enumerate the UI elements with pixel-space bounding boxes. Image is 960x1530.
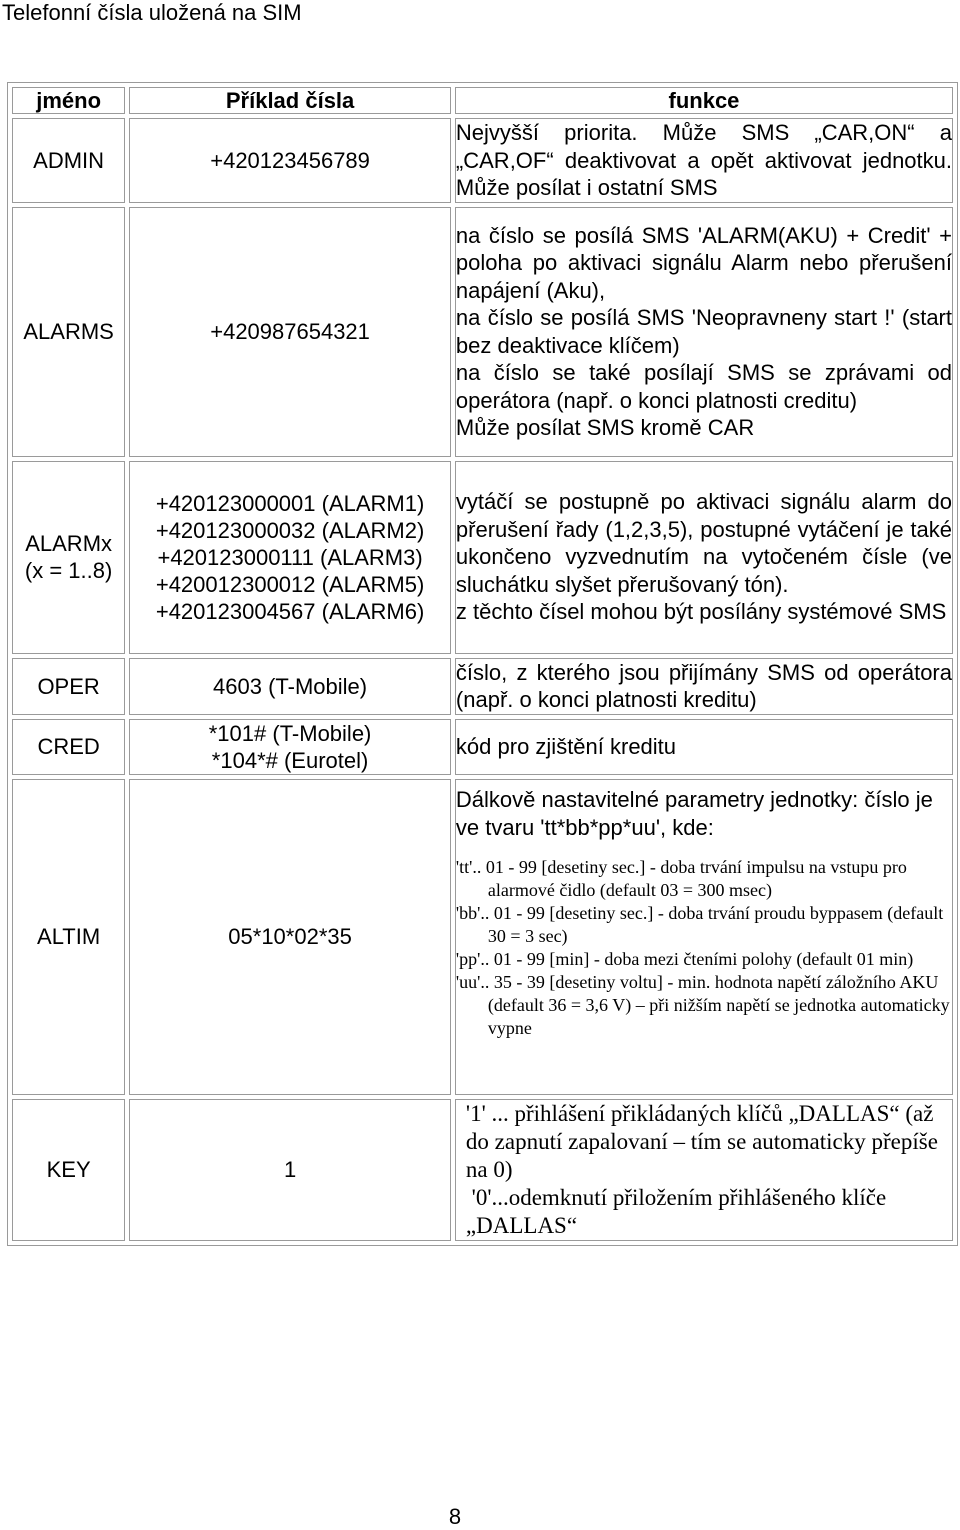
function-text: na číslo se posílá SMS 'ALARM(AKU) + Credit' + poloha po aktivaci signálu Alarm nebo přerušení napájení (Aku),	[455, 222, 952, 303]
table-row	[12, 118, 953, 203]
function-text: na číslo se posílá SMS 'Neopravneny start !' (start bez deaktivace klíčem)	[455, 305, 952, 358]
row-number	[129, 207, 451, 457]
row-number	[129, 779, 451, 1095]
row-name-sub: (x = 1..8)	[24, 558, 113, 583]
parameter-item: 'bb'.. 01 - 99 [desetiny sec.] - doba trvání proudu byppasem (default 30 = 3 sec)	[455, 902, 944, 946]
table-row	[12, 658, 953, 715]
row-name: KEY	[12, 1099, 125, 1241]
number-line: 1	[283, 1157, 297, 1182]
table-row	[12, 719, 953, 775]
function-text: kód pro zjištění kreditu	[455, 733, 677, 759]
number-line: +420012300012 (ALARM5)	[155, 571, 425, 597]
row-name	[12, 461, 125, 654]
function-text: vytáčí se postupně po aktivaci signálu alarm do přerušení řady (1,2,3,5), postupné vytáčení je také ukončeno vyzvednutím na vytočeném čísle (ve sluchátku slyšet přerušovaný tón).	[455, 489, 952, 597]
function-text: Nejvyšší priorita. Může SMS „CAR,ON“ a „CAR,OF“ deaktivovat a opět aktivovat jednotku. Může posílat i ostatní SMS	[455, 120, 952, 200]
page-title: Telefonní čísla uložená na SIM	[2, 0, 302, 25]
header-example-number: Příklad čísla	[129, 87, 451, 114]
function-text: na číslo se také posílají SMS se zprávami od operátora (např. o konci platnosti creditu)	[455, 360, 952, 413]
row-number	[129, 118, 451, 203]
row-name: ALTIM	[12, 779, 125, 1095]
row-number	[129, 461, 451, 654]
row-function	[455, 779, 953, 1095]
parameter-item: 'pp'.. 01 - 99 [min] - doba mezi čteními polohy (default 01 min)	[455, 948, 914, 969]
row-name-main: ALARMx	[25, 531, 113, 556]
row-function	[455, 719, 953, 775]
row-number	[129, 1099, 451, 1241]
table-row	[12, 779, 953, 1095]
number-line: +420123000111 (ALARM3)	[157, 544, 423, 570]
row-function	[455, 118, 953, 203]
function-intro: Dálkově nastavitelné parametry jednotky: číslo je ve tvaru 'tt*bb*pp*uu', kde:	[455, 786, 933, 840]
parameter-item: 'tt'.. 01 - 99 [desetiny sec.] - doba trvání impulsu na vstupu pro alarmové čidlo (default 03 = 300 msec)	[455, 856, 907, 900]
sim-numbers-table	[7, 82, 958, 1246]
row-function	[455, 461, 953, 654]
number-line: *104*# (Eurotel)	[211, 747, 369, 773]
row-number	[129, 719, 451, 775]
function-text: '1' ... přihlášení přikládaných klíčů „DALLAS“ (až do zapnutí zapalovaní – tím se automaticky přepíše na 0)	[465, 1100, 938, 1182]
table-row	[12, 461, 953, 654]
row-function	[455, 658, 953, 715]
row-name: ALARMS	[12, 207, 125, 457]
function-text: '0'...odemknutí přiložením přihlášeného klíče „DALLAS“	[465, 1184, 892, 1238]
row-name: ADMIN	[12, 118, 125, 203]
header-function: funkce	[455, 87, 953, 114]
row-function	[455, 207, 953, 457]
parameter-item: 'uu'.. 35 - 39 [desetiny voltu] - min. hodnota napětí záložního AKU (default 36 = 3,6 V) – při nižším napětí se jednotka automaticky vypne	[455, 971, 950, 1038]
row-name: CRED	[12, 719, 125, 775]
number-line: *101# (T-Mobile)	[208, 720, 372, 746]
table-row	[12, 207, 953, 457]
header-name: jméno	[12, 87, 125, 114]
row-name: OPER	[12, 658, 125, 715]
function-text: číslo, z kterého jsou přijímány SMS od operátora (např. o konci platnosti kreditu)	[455, 659, 952, 712]
table-header-row	[12, 87, 953, 114]
row-number	[129, 658, 451, 715]
number-line: +420123000001 (ALARM1)	[155, 490, 425, 516]
number-line: +420123004567 (ALARM6)	[155, 598, 425, 624]
row-function	[455, 1099, 953, 1241]
number-line: +420123456789	[210, 147, 370, 173]
number-line: +420123000032 (ALARM2)	[155, 517, 425, 543]
function-text: z těchto čísel mohou být posílány systémové SMS	[455, 599, 947, 625]
page-number: 8	[448, 1504, 462, 1529]
number-line: 05*10*02*35	[228, 924, 352, 949]
function-text: Může posílat SMS kromě CAR	[455, 415, 755, 440]
number-line: +420987654321	[210, 319, 370, 344]
table-row	[12, 1099, 953, 1241]
number-line: 4603 (T-Mobile)	[213, 673, 368, 699]
